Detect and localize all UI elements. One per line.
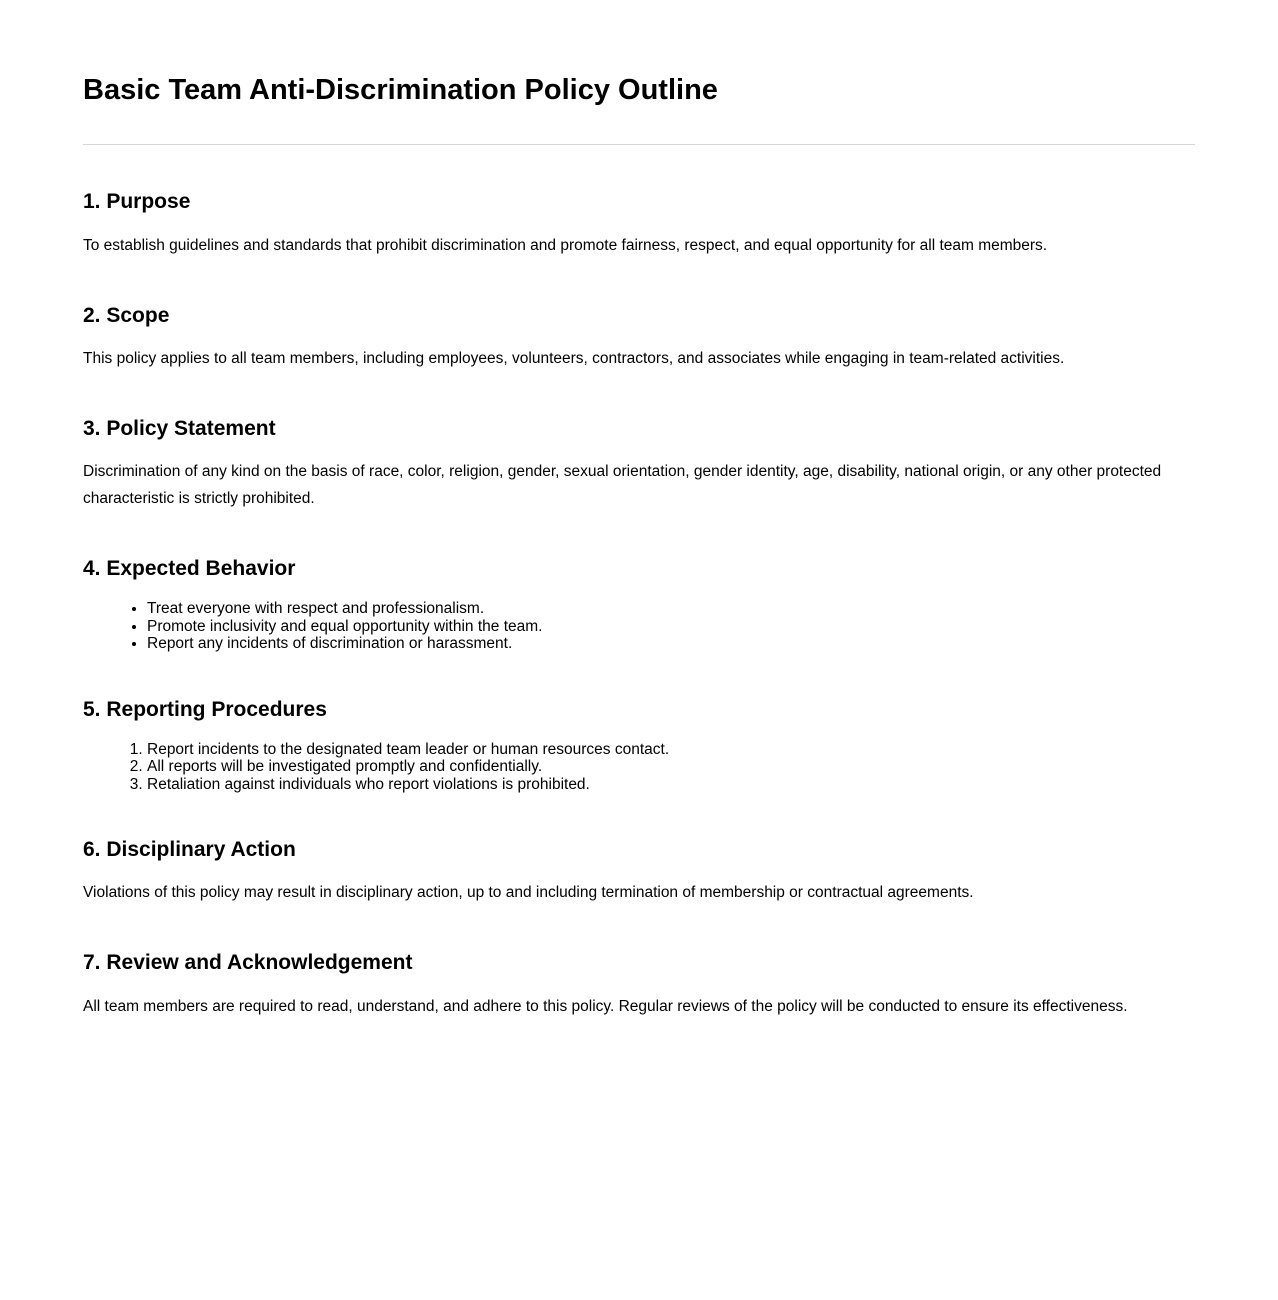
title-divider <box>83 144 1195 145</box>
list-item: • Treat everyone with respect and professionalism. <box>147 600 1195 618</box>
section-paragraph: All team members are required to read, understand, and adhere to this policy. Regular reviews of the policy will be conducted to ensure its effectiveness. <box>83 997 1128 1015</box>
section-paragraph: This policy applies to all team members, including employees, volunteers, contractors, and associates while engaging in team-related activities. <box>83 349 1065 367</box>
section-heading: 5. Reporting Procedures <box>83 697 327 721</box>
list-item: 2. All reports will be investigated promptly and confidentially. <box>147 758 1195 776</box>
section-paragraph: Violations of this policy may result in disciplinary action, up to and including termination of membership or contractual agreements. <box>83 884 974 902</box>
page-title: Basic Team Anti-Discrimination Policy Outline <box>83 74 718 106</box>
section-review-acknowledgement <box>83 950 1195 1019</box>
bullet-list <box>83 600 1195 653</box>
section-heading: 2. Scope <box>83 303 170 327</box>
list-item: 3. Retaliation against individuals who report violations is prohibited. <box>147 776 1195 794</box>
list-item: • Promote inclusivity and equal opportunity within the team. <box>147 618 1195 636</box>
list-item: 1. Report incidents to the designated team leader or human resources contact. <box>147 741 1195 759</box>
section-heading: 6. Disciplinary Action <box>83 838 296 862</box>
section-paragraph: Discrimination of any kind on the basis of race, color, religion, gender, sexual orientation, gender identity, age, disability, national origin, or any other protected characteristic is strictly prohibited. <box>83 462 1162 507</box>
section-disciplinary-action <box>83 837 1195 906</box>
section-policy-statement <box>83 416 1195 512</box>
section-heading: 4. Expected Behavior <box>83 556 296 580</box>
section-paragraph: To establish guidelines and standards that prohibit discrimination and promote fairness, respect, and equal opportunity for all team members. <box>83 236 1048 254</box>
section-heading: 7. Review and Acknowledgement <box>83 951 413 975</box>
section-heading: 3. Policy Statement <box>83 416 276 440</box>
section-scope <box>83 303 1195 372</box>
section-reporting-procedures <box>83 697 1195 794</box>
numbered-list <box>83 741 1195 794</box>
section-purpose <box>83 189 1195 258</box>
section-expected-behavior <box>83 556 1195 653</box>
list-item: • Report any incidents of discrimination or harassment. <box>147 635 1195 653</box>
section-heading: 1. Purpose <box>83 190 191 214</box>
